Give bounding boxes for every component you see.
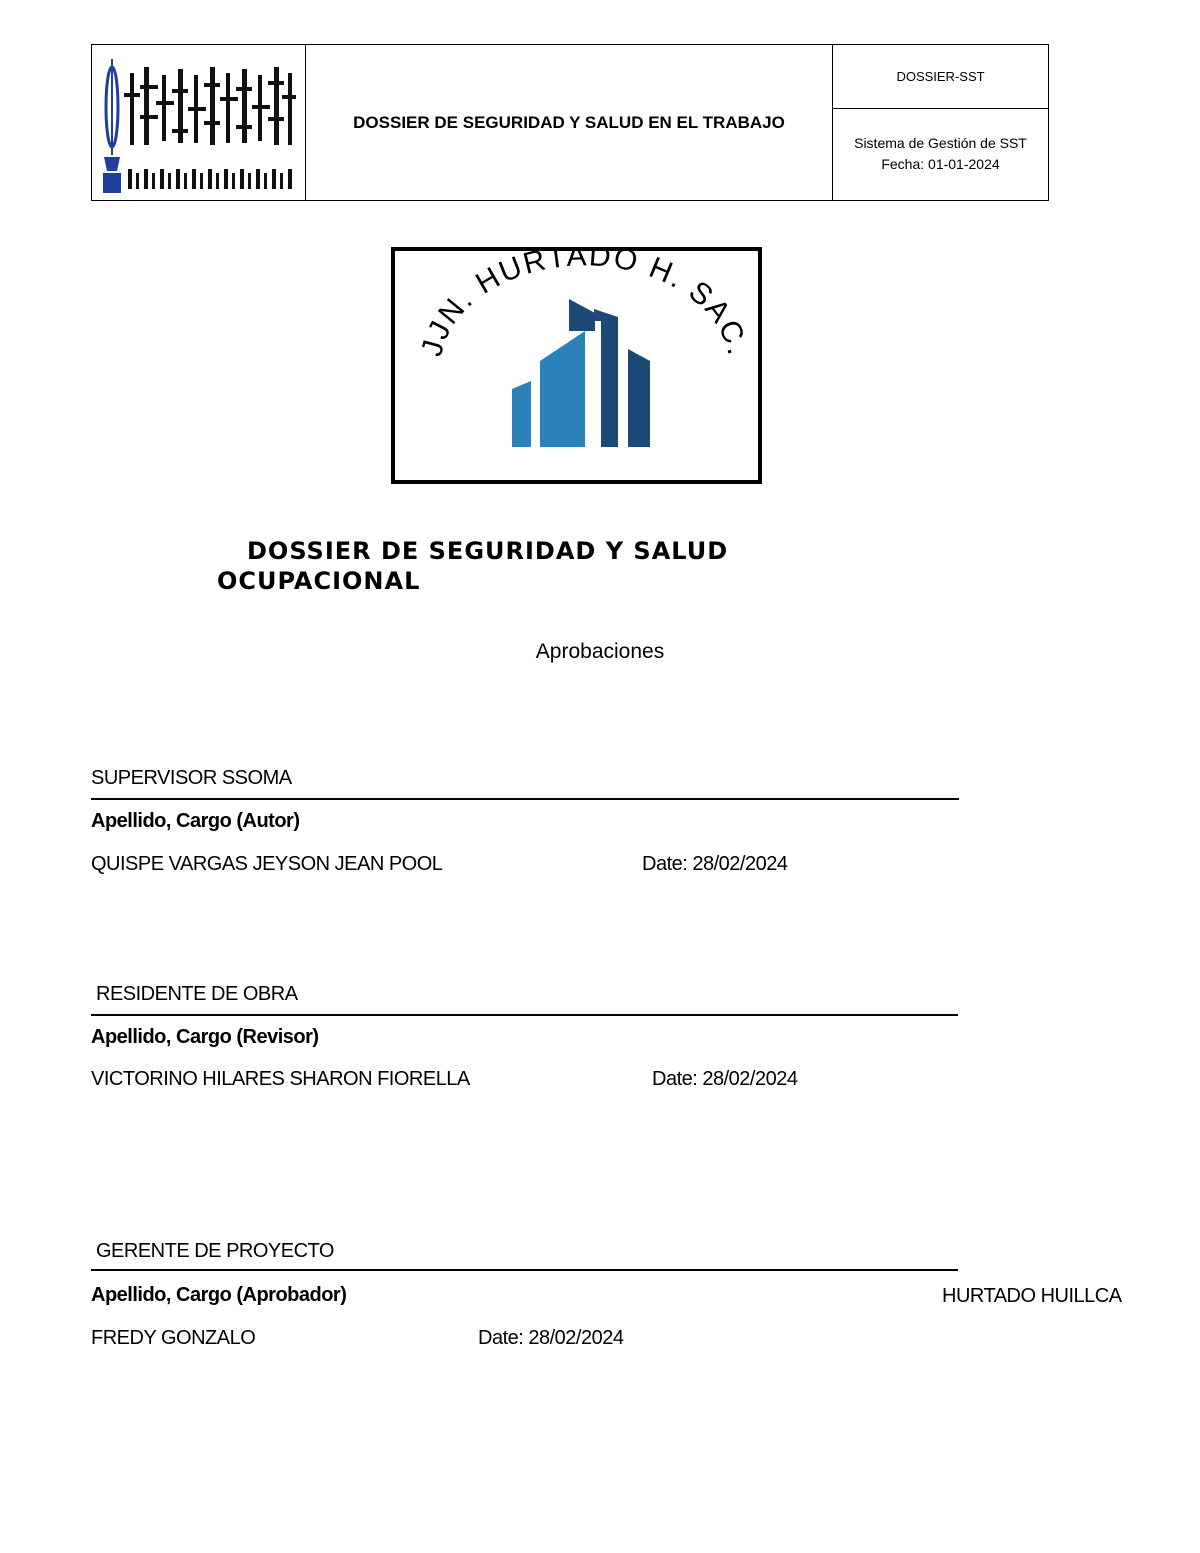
header-logo-cell — [92, 45, 306, 200]
approval-date-reviewer: Date: 28/02/2024 — [652, 1068, 798, 1090]
header-meta-cell — [833, 45, 1048, 200]
building-icon — [512, 299, 650, 447]
management-system-label: Sistema de Gestión de SST — [854, 135, 1027, 151]
approval-name-approver-part2: FREDY GONZALO — [91, 1327, 256, 1349]
approval-divider — [91, 1269, 958, 1271]
approval-role-supervisor: SUPERVISOR SSOMA — [91, 767, 292, 789]
approval-label-reviewer: Apellido, Cargo (Revisor) — [91, 1026, 319, 1048]
document-title-line2: OCUPACIONAL — [217, 567, 421, 595]
approval-name-approver-part1: HURTADO HUILLCA — [942, 1285, 1122, 1307]
company-logo-graphic — [395, 251, 758, 480]
approval-divider — [91, 1014, 958, 1016]
approvals-heading: Aprobaciones — [535, 640, 665, 663]
header-title: DOSSIER DE SEGURIDAD Y SALUD EN EL TRABAJO — [306, 45, 833, 200]
ccecc-emblem-icon — [103, 59, 121, 193]
header-date: Fecha: 01-01-2024 — [881, 156, 1000, 172]
document-title-line1: DOSSIER DE SEGURIDAD Y SALUD — [247, 537, 729, 565]
document-header — [91, 44, 1049, 201]
ccecc-logo — [92, 45, 304, 199]
approval-date-approver: Date: 28/02/2024 — [478, 1327, 624, 1349]
header-meta-info — [833, 108, 1048, 200]
approval-role-resident: RESIDENTE DE OBRA — [96, 983, 298, 1005]
approval-label-author: Apellido, Cargo (Autor) — [91, 810, 300, 832]
ccecc-calligraphy — [124, 67, 296, 145]
approval-date-author: Date: 28/02/2024 — [642, 853, 788, 875]
ccecc-subtext — [128, 169, 292, 189]
approval-divider — [91, 798, 959, 800]
approval-name-reviewer: VICTORINO HILARES SHARON FIORELLA — [91, 1068, 470, 1090]
document-code: DOSSIER-SST — [833, 45, 1048, 109]
document-title — [217, 536, 837, 596]
approval-name-author: QUISPE VARGAS JEYSON JEAN POOL — [91, 853, 443, 875]
company-logo — [391, 247, 762, 484]
approval-role-manager: GERENTE DE PROYECTO — [96, 1240, 334, 1262]
company-name: JJN. HURTADO H. SAC. — [415, 251, 755, 360]
approval-label-approver: Apellido, Cargo (Aprobador) — [91, 1284, 347, 1306]
